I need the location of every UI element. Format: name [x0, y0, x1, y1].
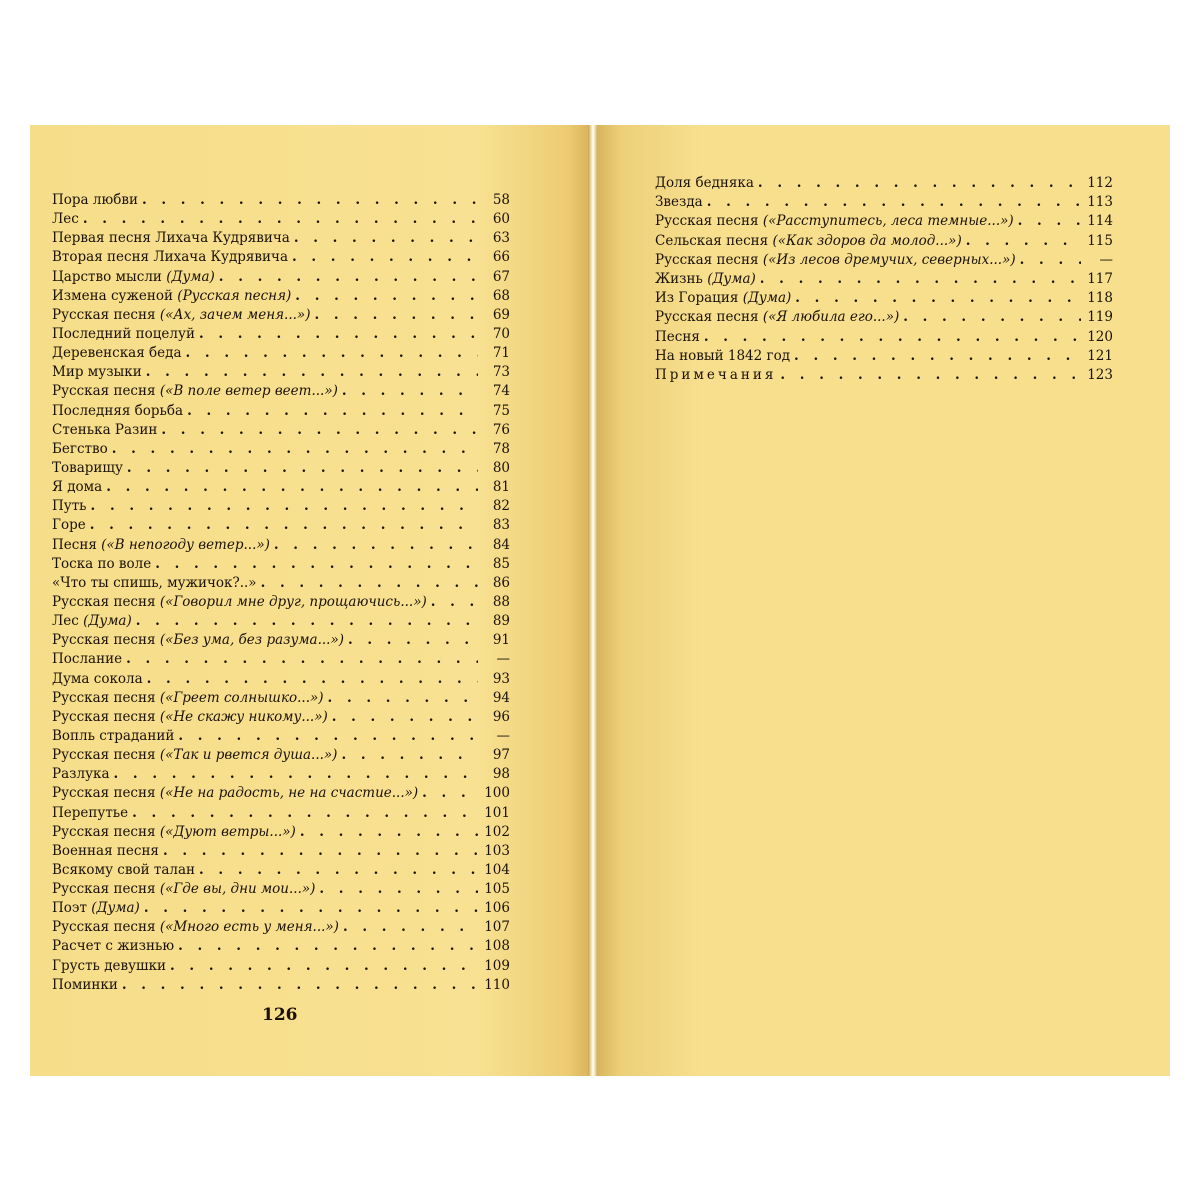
toc-entry: [52, 422, 510, 441]
toc-entry: [52, 517, 510, 536]
toc-entry-title: [655, 194, 703, 210]
toc-entry-title: [655, 233, 962, 249]
toc-entry-title-text: Русская песня: [52, 306, 156, 323]
toc-entry: [655, 290, 1113, 309]
dot-leader: [341, 747, 478, 763]
toc-entry-title-text: Русская песня: [52, 785, 156, 802]
toc-entry-title: [52, 690, 324, 706]
toc-entry-title: [52, 843, 159, 859]
toc-entry-title-text: Русская песня: [52, 881, 156, 898]
toc-entry-page: 67: [492, 268, 510, 285]
toc-entry: [52, 192, 510, 211]
toc-entry-title: [52, 345, 182, 361]
dot-leader: [966, 233, 1081, 249]
dot-leader: [328, 690, 478, 706]
toc-entry: [52, 460, 510, 479]
toc-entry-title: [52, 307, 310, 323]
toc-entry-note: («Я любила его...»): [762, 309, 900, 326]
toc-entry-page: 120: [1087, 328, 1113, 345]
toc-entry-title-text: Военная песня: [52, 842, 159, 859]
toc-entry: [52, 824, 510, 843]
toc-entry-title: [52, 632, 344, 648]
toc-entry-page: 108: [484, 938, 510, 955]
toc-entry-title: [52, 441, 108, 457]
toc-entry-title: [52, 862, 195, 878]
toc-entry: [52, 345, 510, 364]
toc-entry-page: 112: [1087, 175, 1113, 191]
dot-leader: [127, 460, 478, 476]
toc-entry-page: 85: [492, 555, 510, 572]
dot-leader: [163, 843, 478, 859]
dot-leader: [431, 594, 478, 610]
toc-entry: [52, 881, 510, 900]
toc-entry-title: [655, 367, 776, 383]
toc-entry: [52, 709, 510, 728]
dot-leader: [142, 192, 478, 208]
toc-entry-note: («В непогоду ветер...»): [101, 536, 270, 553]
toc-entry-page: 75: [492, 402, 510, 419]
toc-entry-title: [52, 766, 110, 782]
toc-entry-title-text: Русская песня: [52, 632, 156, 649]
toc-entry-page: 104: [484, 861, 510, 878]
toc-entry-title-text: Я дома: [52, 479, 103, 496]
toc-entry: [655, 233, 1113, 252]
toc-entry: [655, 213, 1113, 232]
toc-entry-title-text: Путь: [52, 498, 87, 515]
toc-entry-title: [52, 517, 86, 533]
dot-leader: [178, 728, 478, 744]
toc-entry-page: 123: [1087, 366, 1113, 383]
toc-entry: [655, 271, 1113, 290]
toc-entry-title-text: Сельская песня: [655, 232, 769, 249]
toc-entry-page: 88: [492, 593, 510, 610]
toc-entry-page: 118: [1087, 290, 1113, 307]
dot-leader: [794, 348, 1081, 364]
toc-entry-title-text: Последняя борьба: [52, 402, 184, 419]
toc-entry-title: [52, 288, 291, 304]
toc-entry-note: («Как здоров да молод...»): [772, 232, 962, 249]
toc-entry: [655, 252, 1113, 271]
toc-entry-title-text: Товарищу: [52, 459, 123, 476]
toc-entry-title: [52, 900, 140, 916]
dot-leader: [704, 329, 1081, 345]
toc-entry-title-text: Жизнь: [655, 270, 703, 287]
toc-entry: [52, 977, 510, 996]
toc-entry: [52, 728, 510, 747]
toc-entry: [52, 498, 510, 517]
toc-entry-note: (Дума): [91, 900, 140, 917]
right-toc-list: [655, 175, 1113, 386]
toc-entry-note: («В поле ветер веет...»): [159, 383, 338, 400]
toc-entry: [52, 307, 510, 326]
toc-entry-note: («Без ума, без разума...»): [159, 632, 344, 649]
toc-entry-title-text: Песня: [52, 536, 97, 553]
dot-leader: [112, 441, 478, 457]
toc-entry: [52, 364, 510, 383]
toc-entry-page: 106: [484, 900, 510, 917]
dot-leader: [300, 824, 478, 840]
toc-entry: [52, 288, 510, 307]
dot-leader: [342, 383, 478, 399]
dot-leader: [294, 230, 478, 246]
dot-leader: [261, 575, 478, 591]
dot-leader: [83, 211, 478, 227]
toc-entry-title-text: «Что ты спишь, мужичок?..»: [52, 574, 257, 591]
toc-entry-note: («Из лесов дремучих, северных...»): [762, 251, 1016, 268]
dot-leader: [903, 309, 1081, 325]
toc-entry-page: 71: [492, 345, 510, 362]
toc-entry-title: [52, 383, 338, 399]
toc-entry: [52, 651, 510, 670]
toc-entry-title: [52, 556, 151, 572]
toc-entry-title: [52, 958, 166, 974]
toc-entry: [655, 194, 1113, 213]
dot-leader: [295, 288, 478, 304]
toc-entry-page: 82: [492, 498, 510, 515]
dot-leader: [178, 938, 478, 954]
toc-entry-page: —: [1099, 251, 1113, 268]
toc-entry: [52, 862, 510, 881]
toc-entry-title-text: Расчет с жизнью: [52, 938, 175, 955]
toc-entry-title-text: Русская песня: [52, 593, 156, 610]
toc-entry-title-text: Измена суженой: [52, 287, 173, 304]
toc-entry-title-text: Русская песня: [52, 823, 156, 840]
dot-leader: [292, 249, 478, 265]
toc-entry-title-text: Поэт: [52, 900, 87, 917]
dot-leader: [90, 517, 478, 533]
toc-entry-title: [655, 309, 899, 325]
toc-entry-title-text: Доля бедняка: [655, 175, 754, 191]
dot-leader: [1018, 213, 1081, 229]
dot-leader: [348, 632, 478, 648]
dot-leader: [319, 881, 478, 897]
toc-entry-title-text: Первая песня Лихача Кудрявича: [52, 230, 290, 247]
toc-entry-title-text: Примечания: [655, 366, 777, 383]
dot-leader: [1020, 252, 1081, 268]
toc-entry-title: [52, 919, 339, 935]
toc-entry: [52, 230, 510, 249]
toc-entry-title-text: Горе: [52, 517, 86, 534]
dot-leader: [106, 479, 478, 495]
toc-entry: [52, 403, 510, 422]
dot-leader: [199, 326, 478, 342]
toc-entry-title-text: Перепутье: [52, 804, 129, 821]
toc-entry-title: [52, 671, 143, 687]
toc-entry-title: [655, 290, 791, 306]
toc-entry-page: 121: [1087, 347, 1113, 364]
toc-entry-title: [52, 747, 337, 763]
toc-entry-page: 66: [492, 249, 510, 266]
toc-entry-title: [52, 938, 174, 954]
toc-entry-note: («Не на радость, не на счастие...»): [159, 785, 419, 802]
toc-entry-note: (Дума): [166, 268, 215, 285]
dot-leader: [122, 977, 478, 993]
toc-entry: [52, 537, 510, 556]
toc-entry: [52, 383, 510, 402]
toc-entry: [52, 785, 510, 804]
toc-entry-page: 107: [484, 919, 510, 936]
toc-entry-title-text: Из Горация: [655, 290, 739, 307]
toc-entry-page: 86: [492, 574, 510, 591]
toc-entry: [52, 211, 510, 230]
toc-entry-page: 102: [484, 823, 510, 840]
toc-entry-title: [655, 175, 754, 191]
toc-entry-title: [52, 977, 118, 993]
dot-leader: [707, 194, 1081, 210]
toc-entry-title-text: Мир музыки: [52, 364, 142, 381]
toc-entry: [655, 329, 1113, 348]
toc-entry-page: 93: [492, 670, 510, 687]
toc-entry-page: 80: [492, 459, 510, 476]
toc-entry-page: 101: [484, 804, 510, 821]
toc-entry: [52, 632, 510, 651]
toc-entry: [52, 249, 510, 268]
dot-leader: [422, 785, 478, 801]
toc-entry-page: 109: [484, 957, 510, 974]
toc-entry-title: [52, 498, 87, 514]
toc-entry-title-text: Русская песня: [52, 919, 156, 936]
toc-entry-title: [52, 403, 183, 419]
toc-entry-page: 73: [492, 364, 510, 381]
toc-entry-title: [655, 252, 1016, 268]
toc-entry-page: 81: [492, 479, 510, 496]
toc-entry-note: («Греет солнышко...»): [159, 689, 324, 706]
toc-entry-page: 94: [492, 689, 510, 706]
dot-leader: [161, 422, 478, 438]
dot-leader: [114, 766, 478, 782]
dot-leader: [126, 651, 478, 667]
toc-entry-title-text: Пора любви: [52, 192, 138, 208]
toc-entry-title: [52, 709, 328, 725]
toc-entry: [52, 479, 510, 498]
toc-entry: [52, 269, 510, 288]
toc-entry-title: [655, 271, 756, 287]
toc-entry-title: [52, 479, 102, 495]
toc-entry-title: [52, 594, 427, 610]
toc-entry-title: [52, 805, 128, 821]
toc-entry: [52, 690, 510, 709]
toc-entry-page: 84: [492, 536, 510, 553]
dot-leader: [144, 900, 478, 916]
toc-entry-title-text: Стенька Разин: [52, 421, 158, 438]
toc-entry-title-text: Лес: [52, 613, 79, 630]
toc-entry-note: («Говорил мне друг, прощаючись...»): [159, 593, 427, 610]
toc-entry-page: 98: [492, 766, 510, 783]
toc-entry-title-text: Грусть девушки: [52, 957, 167, 974]
toc-entry-page: 78: [492, 440, 510, 457]
toc-entry-note: (Дума): [742, 290, 792, 307]
toc-entry-title: [52, 575, 257, 591]
dot-leader: [132, 805, 478, 821]
toc-entry-note: («Где вы, дни мои...»): [159, 881, 316, 898]
dot-leader: [758, 175, 1081, 191]
toc-entry-page: 69: [492, 306, 510, 323]
toc-entry-page: 68: [492, 287, 510, 304]
toc-entry-page: 114: [1087, 213, 1113, 230]
toc-entry-page: 110: [484, 976, 510, 993]
toc-entry: [52, 900, 510, 919]
toc-entry-page: 91: [492, 632, 510, 649]
dot-leader: [146, 364, 478, 380]
toc-entry-title: [52, 651, 122, 667]
toc-entry: [52, 613, 510, 632]
toc-entry-page: 100: [484, 785, 510, 802]
toc-entry-page: 97: [492, 747, 510, 764]
dot-leader: [199, 862, 478, 878]
toc-entry-note: («Дуют ветры...»): [159, 823, 296, 840]
toc-entry-title-text: Послание: [52, 651, 123, 668]
toc-entry-title-text: Вторая песня Лихача Кудрявича: [52, 249, 288, 266]
toc-entry: [655, 309, 1113, 328]
toc-entry-title: [52, 460, 123, 476]
toc-entry: [52, 843, 510, 862]
toc-entry-title-text: Разлука: [52, 766, 110, 783]
toc-entry-title: [52, 211, 79, 227]
toc-entry-page: —: [496, 651, 510, 668]
toc-entry-title: [52, 613, 132, 629]
toc-entry-title-text: Дума сокола: [52, 670, 143, 687]
toc-entry-page: 89: [492, 613, 510, 630]
toc-entry-title-text: На новый 1842 год: [655, 347, 791, 364]
toc-entry-title: [52, 230, 290, 246]
toc-entry-title-text: Русская песня: [52, 383, 156, 400]
toc-entry-title: [52, 269, 215, 285]
toc-entry-page: 83: [492, 517, 510, 534]
toc-entry: [655, 175, 1113, 194]
toc-entry-page: —: [496, 727, 510, 744]
toc-entry-page: 74: [492, 383, 510, 400]
toc-entry-title-text: Русская песня: [52, 747, 156, 764]
toc-entry-title-text: Последний поцелуй: [52, 325, 195, 342]
toc-entry-title-text: Вопль страданий: [52, 727, 175, 744]
toc-entry-title: [52, 249, 288, 265]
toc-entry-note: («Так и рвется душа...»): [159, 747, 338, 764]
dot-leader: [343, 919, 478, 935]
toc-entry-title-text: Звезда: [655, 194, 703, 211]
toc-entry: [655, 367, 1113, 386]
toc-entry-note: (Дума): [707, 270, 756, 287]
left-toc-list: [52, 192, 510, 996]
toc-entry: [52, 805, 510, 824]
dot-leader: [147, 671, 478, 687]
toc-entry-title: [655, 348, 790, 364]
toc-entry-page: 113: [1087, 194, 1113, 211]
toc-entry: [52, 671, 510, 690]
toc-entry-note: (Русская песня): [177, 287, 292, 304]
toc-entry: [52, 766, 510, 785]
toc-entry-title-text: Поминки: [52, 976, 118, 993]
toc-entry: [52, 326, 510, 345]
toc-entry-page: 63: [492, 230, 510, 247]
toc-entry-title-text: Лес: [52, 211, 79, 228]
page-number: 126: [262, 1005, 298, 1025]
toc-entry: [52, 441, 510, 460]
toc-entry-note: («Много есть у меня...»): [159, 919, 339, 936]
toc-entry-title-text: Царство мысли: [52, 268, 162, 285]
toc-entry: [52, 747, 510, 766]
dot-leader: [187, 403, 478, 419]
dot-leader: [780, 367, 1081, 383]
dot-leader: [274, 537, 478, 553]
toc-entry-page: 96: [492, 708, 510, 725]
toc-entry-title-text: Деревенская беда: [52, 345, 182, 362]
toc-entry: [52, 575, 510, 594]
toc-entry-note: («Расступитесь, леса темные...»): [762, 213, 1014, 230]
toc-entry-page: 115: [1087, 232, 1113, 249]
dot-leader: [760, 271, 1081, 287]
toc-entry: [52, 556, 510, 575]
toc-entry-note: («Ах, зачем меня...»): [159, 306, 311, 323]
toc-entry: [52, 958, 510, 977]
toc-entry-title: [655, 329, 700, 345]
toc-entry-title-text: Песня: [655, 328, 700, 345]
dot-leader: [219, 269, 478, 285]
toc-entry-title-text: Всякому свой талан: [52, 861, 196, 878]
dot-leader: [332, 709, 478, 725]
toc-entry-title: [52, 881, 315, 897]
dot-leader: [136, 613, 478, 629]
toc-entry-title-text: Русская песня: [52, 689, 156, 706]
toc-entry-page: 70: [492, 325, 510, 342]
toc-entry-title-text: Русская песня: [655, 309, 759, 326]
toc-entry-title: [52, 728, 174, 744]
toc-entry-title: [52, 364, 142, 380]
toc-entry: [52, 938, 510, 957]
toc-entry-page: 60: [492, 211, 510, 228]
toc-entry-title: [52, 824, 296, 840]
dot-leader: [314, 307, 478, 323]
toc-entry-title: [655, 213, 1014, 229]
toc-entry-page: 76: [492, 421, 510, 438]
toc-entry-page: 117: [1087, 270, 1113, 287]
toc-entry-title-text: Русская песня: [655, 213, 759, 230]
toc-entry-title-text: Бегство: [52, 440, 108, 457]
toc-entry-page: 103: [484, 842, 510, 859]
toc-entry-title: [52, 422, 157, 438]
toc-entry-note: («Не скажу никому...»): [159, 708, 328, 725]
toc-entry: [52, 919, 510, 938]
toc-entry-page: 58: [492, 192, 510, 208]
dot-leader: [170, 958, 478, 974]
dot-leader: [795, 290, 1081, 306]
toc-entry-title-text: Русская песня: [655, 251, 759, 268]
toc-entry-title-text: Тоска по воле: [52, 555, 152, 572]
toc-entry-note: (Дума): [83, 613, 132, 630]
toc-entry-title: [52, 537, 270, 553]
dot-leader: [91, 498, 478, 514]
toc-entry: [52, 594, 510, 613]
toc-entry-title: [52, 326, 195, 342]
toc-entry-title: [52, 785, 418, 801]
dot-leader: [155, 556, 478, 572]
toc-entry-page: 105: [484, 881, 510, 898]
toc-entry-title-text: Русская песня: [52, 708, 156, 725]
toc-entry: [655, 348, 1113, 367]
toc-entry-title: [52, 192, 138, 208]
dot-leader: [186, 345, 478, 361]
toc-entry-page: 119: [1087, 309, 1113, 326]
